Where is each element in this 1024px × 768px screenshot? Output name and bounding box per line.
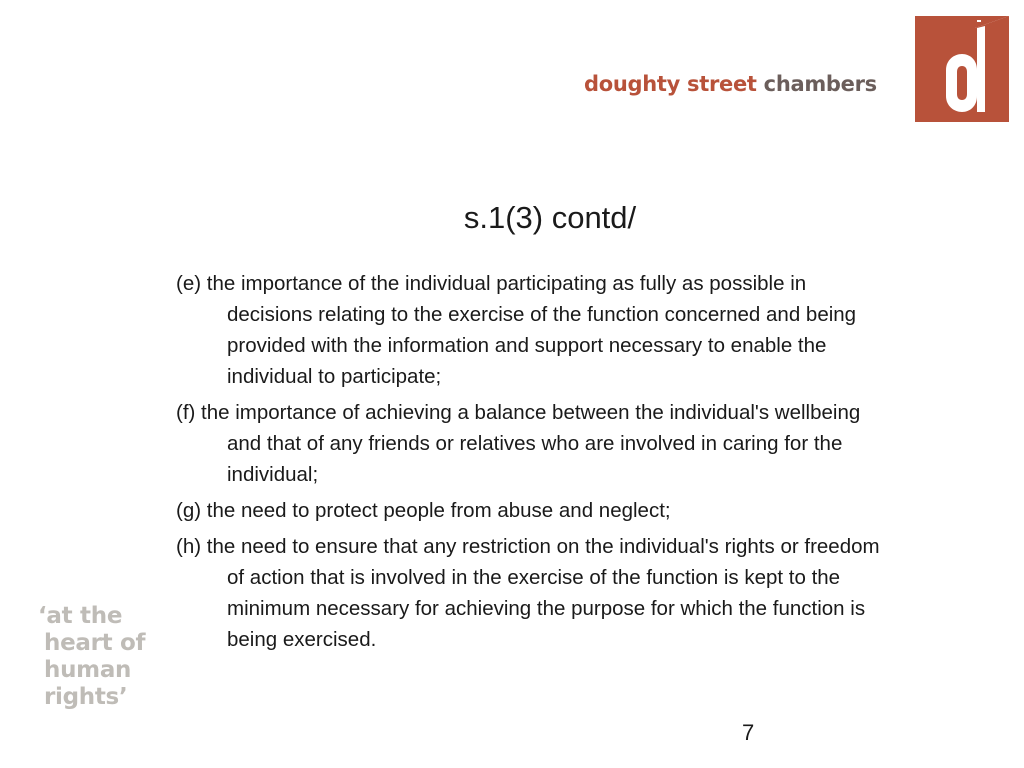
tagline-line: heart of: [44, 630, 146, 656]
list-item-h: (h) the need to ensure that any restriction on the individual's rights or freedom of action that is involved in the exercise of the function is kept to the minimum necessary for achieving the purpose for which the function is being exercised.: [176, 535, 880, 651]
list-item-e: (e) the importance of the individual participating as fully as possible in decisions relating to the exercise of the function concerned and being provided with the information and support necessary to enable the individual to participate;: [176, 272, 857, 388]
brand-logo-icon: [915, 16, 1009, 122]
tagline-line: human: [44, 657, 132, 683]
provision-list: [176, 268, 888, 660]
brand-wordmark: [584, 72, 877, 96]
tagline-line: rights’: [44, 684, 128, 710]
slide-title: s.1(3) contd/: [463, 200, 637, 235]
brand-wordmark-part1: doughty street: [584, 72, 757, 96]
brand-wordmark-part2: chambers: [763, 72, 877, 96]
list-item-f: (f) the importance of achieving a balance between the individual's wellbeing and that of any friends or relatives who are involved in caring for the individual;: [176, 401, 861, 486]
tagline-line: ‘at the: [38, 603, 123, 629]
list-item-g: (g) the need to protect people from abuse and neglect;: [176, 499, 671, 522]
page-number: 7: [742, 720, 755, 745]
tagline: [38, 603, 145, 711]
